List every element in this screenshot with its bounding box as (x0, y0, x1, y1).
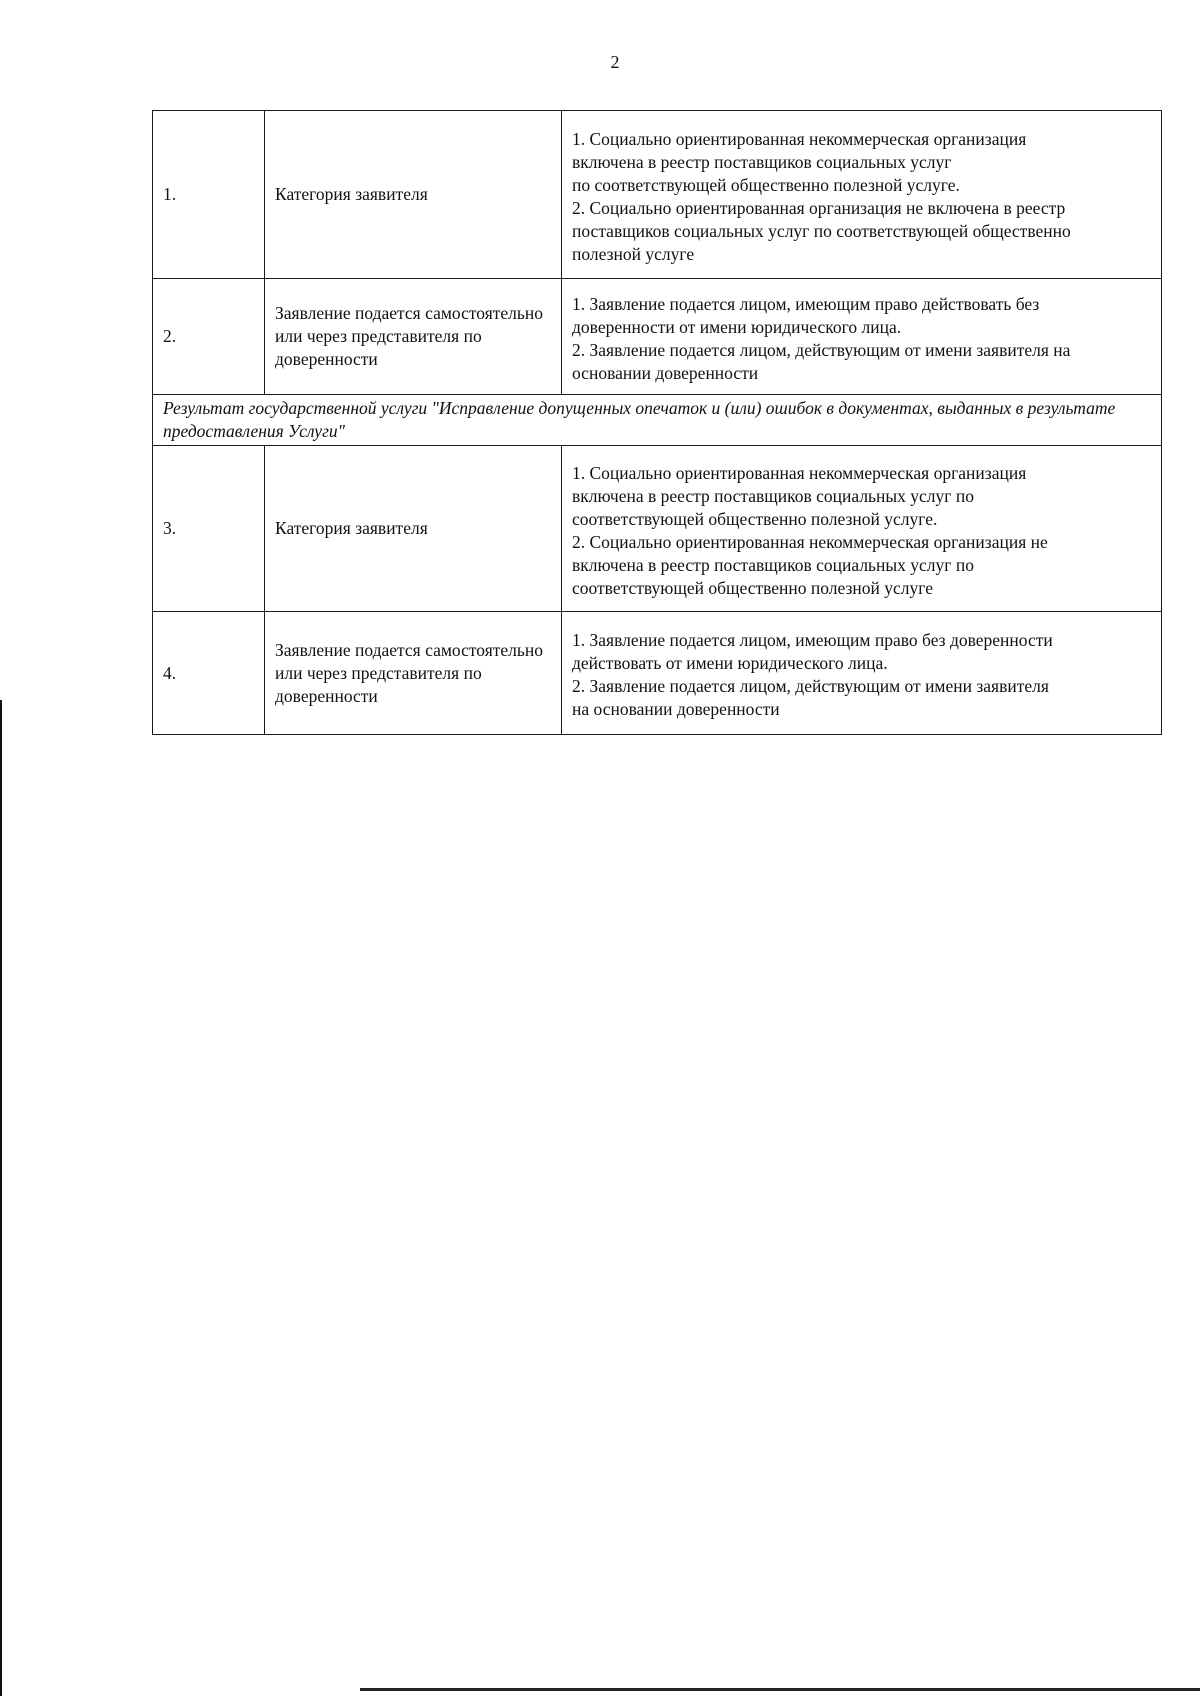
row-number: 2. (153, 279, 265, 395)
value-line: 1. Социально ориентированная некоммерческая организация (572, 462, 1027, 483)
value-line: по соответствующей общественно полезной услуге. (572, 174, 960, 195)
value-line: включена в реестр поставщиков социальных услуг по (572, 554, 974, 575)
field-value (562, 111, 1162, 279)
value-line: соответствующей общественно полезной услуге (572, 577, 933, 598)
value-line: 2. Социально ориентированная организация не включена в реестр (572, 197, 1066, 218)
row-number: 4. (153, 612, 265, 735)
table-row (153, 279, 1162, 395)
row-number: 3. (153, 446, 265, 612)
value-line: на основании доверенности (572, 699, 780, 719)
value-line: 1. Заявление подается лицом, имеющим право без доверенности (572, 630, 1053, 650)
value-line: 1. Социально ориентированная некоммерческая организация (572, 128, 1027, 149)
table-row (153, 446, 1162, 612)
value-line: 2. Заявление подается лицом, действующим от имени заявителя (572, 676, 1049, 696)
section-heading-row (153, 395, 1162, 446)
value-line: 2. Социально ориентированная некоммерческая организация не (572, 531, 1048, 552)
field-value (562, 279, 1162, 395)
value-line: полезной услуге (572, 243, 695, 264)
value-line: 2. Заявление подается лицом, действующим от имени заявителя на (572, 339, 1071, 360)
value-line: действовать от имени юридического лица. (572, 653, 888, 673)
requirements-table (152, 110, 1162, 735)
scan-edge-line (0, 700, 2, 1696)
field-name: Категория заявителя (265, 111, 562, 279)
field-value (562, 612, 1162, 735)
field-name: Заявление подается самостоятельно или через представителя по доверенности (265, 279, 562, 395)
value-line: 1. Заявление подается лицом, имеющим право действовать без (572, 293, 1040, 314)
table-row (153, 612, 1162, 735)
table-row (153, 111, 1162, 279)
value-line: основании доверенности (572, 362, 759, 383)
field-name: Заявление подается самостоятельно или через представителя по доверенности (265, 612, 562, 735)
value-line: поставщиков социальных услуг по соответствующей общественно (572, 220, 1071, 241)
field-value (562, 446, 1162, 612)
row-number: 1. (153, 111, 265, 279)
value-line: соответствующей общественно полезной услуге. (572, 508, 938, 529)
value-line: включена в реестр поставщиков социальных услуг (572, 151, 952, 172)
section-heading: Результат государственной услуги "Исправление допущенных опечаток и (или) ошибок в документах, выданных в результате предоставления Услуги" (153, 395, 1162, 446)
value-line: доверенности от имени юридического лица. (572, 316, 902, 337)
page-number: 2 (610, 52, 620, 72)
scan-bottom-line (360, 1688, 1200, 1691)
value-line: включена в реестр поставщиков социальных услуг по (572, 485, 974, 506)
field-name: Категория заявителя (265, 446, 562, 612)
